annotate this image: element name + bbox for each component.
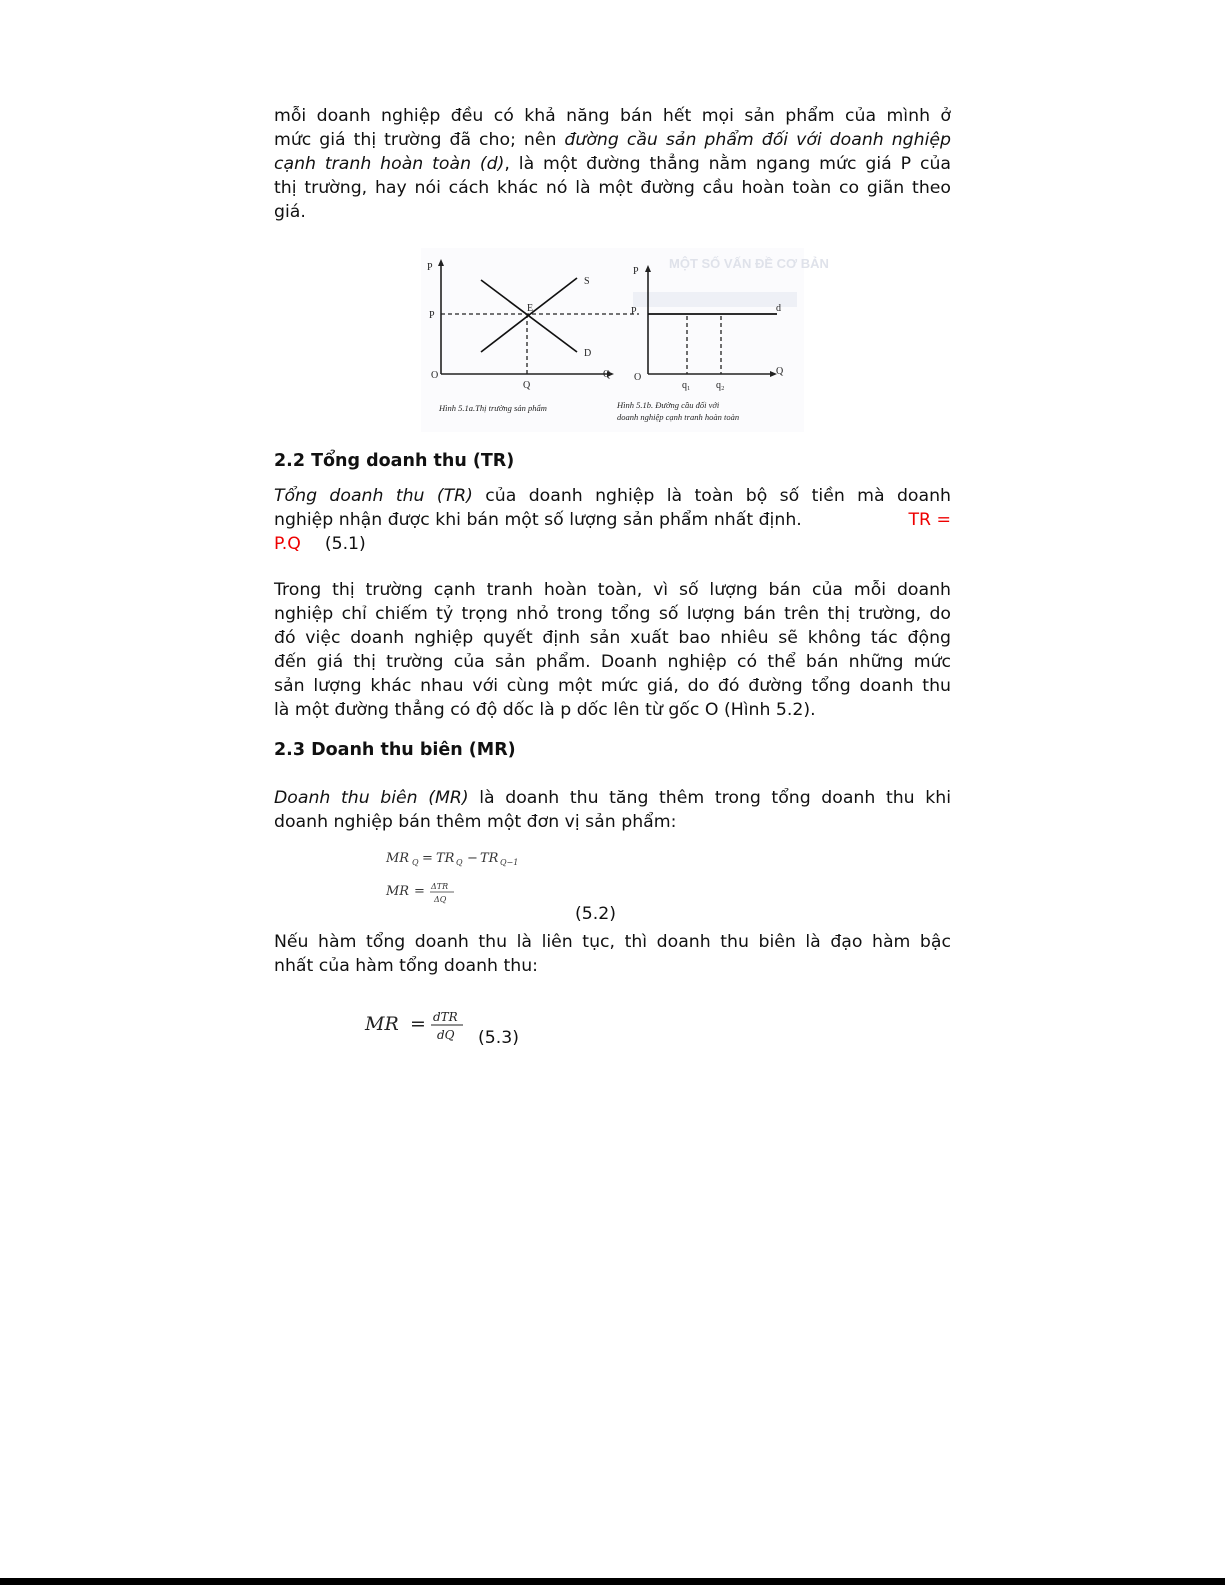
right-price-level-label: P — [631, 306, 637, 317]
right-p-axis-label: P — [633, 266, 639, 277]
svg-text:TR: TR — [480, 851, 499, 866]
mr-line — [274, 786, 951, 810]
intro-line-2a: mức giá thị trường đã cho; nên — [274, 130, 565, 150]
tr-line — [274, 532, 951, 556]
equation-mr-discrete — [386, 848, 546, 914]
svg-text:Q−1: Q−1 — [500, 858, 519, 867]
mr-para2-line: nhất của hàm tổng doanh thu: — [274, 956, 538, 976]
figure-left-caption: Hình 5.1a.Thị trường sản phẩm — [439, 403, 547, 413]
svg-text:ΔQ: ΔQ — [434, 895, 447, 904]
svg-text:=: = — [414, 884, 425, 899]
firm-demand-label: d — [776, 303, 781, 314]
q1-label: q₁ — [682, 380, 691, 391]
mr-line-1b: là doanh thu tăng thêm trong tổng doanh thu khi — [468, 788, 951, 808]
tr-para2-line: đó việc doanh nghiệp quyết định sản xuất bao nhiêu sẽ không tác động — [274, 628, 951, 648]
intro-line — [274, 104, 951, 128]
tr-para2-line: sản lượng khác nhau với cùng một mức giá, do đó đường tổng doanh thu — [274, 676, 951, 696]
market-figure — [421, 248, 829, 432]
tr-line-2a: nghiệp nhận được khi bán một số lượng sản phẩm nhất định. — [274, 510, 802, 530]
figure-right-caption-1: Hình 5.1b. Đường cầu đối với — [617, 400, 720, 410]
left-price-level-label: P — [429, 310, 435, 321]
mr-line: doanh nghiệp bán thêm một đơn vị sản phẩm: — [274, 812, 677, 832]
equation-5-3-svg — [365, 1006, 475, 1046]
intro-line — [274, 176, 951, 200]
svg-text:MR: MR — [386, 851, 410, 866]
section-mr-heading: 2.3 Doanh thu biên (MR) — [274, 740, 516, 760]
market-figure-svg — [421, 248, 829, 432]
intro-line-2b: đường cầu sản phẩm đối với doanh nghiệp — [564, 130, 951, 150]
figure-right-caption-2: doanh nghiệp cạnh tranh hoàn toàn — [617, 412, 740, 422]
figure-bg-band — [633, 292, 797, 307]
figure-bg-text: MỘT SỐ VẤN ĐỀ CƠ BẢN — [669, 256, 829, 271]
supply-label: S — [584, 276, 590, 287]
mr-para2-line: Nếu hàm tổng doanh thu là liên tục, thì doanh thu biên là đạo hàm bậc — [274, 932, 951, 952]
left-q-tick-label: Q — [523, 380, 531, 391]
demand-label: D — [584, 348, 592, 359]
equation-mr-derivative — [365, 1006, 475, 1050]
section-mr — [274, 740, 951, 760]
eq-5-2-number: (5.2) — [575, 904, 616, 924]
tr-line-1b: của doanh nghiệp là toàn bộ số tiền mà doanh — [472, 486, 951, 506]
q2-label: q₂ — [716, 380, 725, 391]
svg-text:−: − — [467, 851, 478, 866]
mr-term: Doanh thu biên (MR) — [274, 788, 469, 808]
intro-line — [274, 200, 951, 224]
right-q-axis-label: Q — [776, 366, 784, 377]
tr-para2-line: nghiệp chỉ chiếm tỷ trọng nhỏ trong tổng số lượng bán trên thị trường, do — [274, 604, 951, 624]
tr-paragraph-2 — [274, 578, 951, 722]
mr-paragraph-2 — [274, 930, 951, 978]
section-tr — [274, 451, 951, 471]
bottom-rule — [0, 1578, 1225, 1585]
intro-line-3b: , là một đường thẳng nằm ngang mức giá P của — [504, 154, 951, 174]
tr-line — [274, 508, 951, 532]
tr-para2-line: là một đường thẳng có độ dốc là p dốc lên từ gốc O (Hình 5.2). — [274, 700, 816, 720]
svg-text:MR: MR — [365, 1013, 399, 1035]
tr-formula-part1: TR = — [908, 510, 951, 530]
svg-text:Q: Q — [456, 858, 463, 867]
tr-definition — [274, 484, 951, 556]
tr-para2-line: Trong thị trường cạnh tranh hoàn toàn, vì số lượng bán của mỗi doanh — [274, 580, 951, 600]
svg-text:TR: TR — [436, 851, 455, 866]
intro-paragraph — [274, 104, 951, 224]
left-p-axis-label: P — [427, 262, 433, 273]
section-tr-heading: 2.2 Tổng doanh thu (TR) — [274, 451, 515, 471]
intro-line-5: giá. — [274, 202, 306, 222]
mr-definition — [274, 786, 951, 834]
tr-eq-number: (5.1) — [324, 534, 366, 554]
svg-text:=: = — [422, 851, 433, 866]
intro-line-4: thị trường, hay nói cách khác nó là một đường cầu hoàn toàn co giãn theo — [274, 178, 951, 198]
svg-text:MR: MR — [386, 884, 410, 899]
svg-text:ΔTR: ΔTR — [431, 882, 449, 891]
tr-line — [274, 484, 951, 508]
tr-term: Tổng doanh thu (TR) — [274, 486, 473, 506]
intro-line — [274, 152, 951, 176]
equation-5-2-svg — [386, 848, 546, 910]
svg-text:dQ: dQ — [437, 1028, 455, 1042]
svg-text:Q: Q — [412, 858, 419, 867]
intro-line-1: mỗi doanh nghiệp đều có khả năng bán hết mọi sản phẩm của mình ở — [274, 106, 951, 126]
left-q-axis-label: Q — [603, 369, 611, 380]
tr-para2-line: đến giá thị trường của sản phẩm. Doanh nghiệp có thể bán những mức — [274, 652, 951, 672]
tr-formula-part2: P.Q — [274, 534, 301, 554]
intro-line — [274, 128, 951, 152]
svg-text:dTR: dTR — [433, 1010, 458, 1024]
svg-text:=: = — [410, 1013, 426, 1035]
intro-line-3a: cạnh tranh hoàn toàn (d) — [274, 154, 505, 174]
eq-5-3-number: (5.3) — [478, 1028, 519, 1048]
right-origin-label: O — [634, 372, 642, 383]
left-origin-label: O — [431, 370, 439, 381]
equilibrium-label: E — [527, 303, 534, 314]
